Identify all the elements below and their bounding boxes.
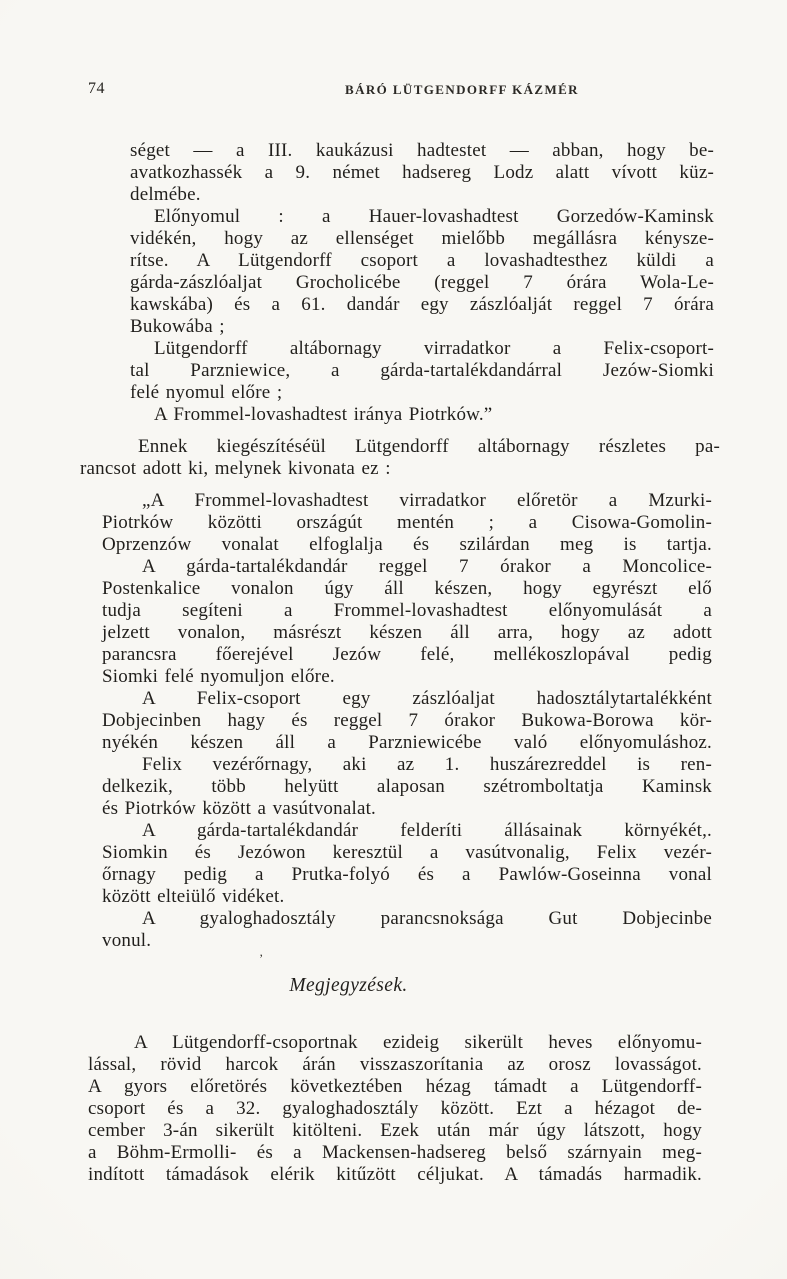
text-line: tal Parzniewice, a gárda-tartalékdandárral Jezów-Siomki	[130, 360, 714, 381]
quote-paragraph-frommel-direction	[130, 404, 714, 426]
text-line: Lütgendorff altábornagy virradatkor a Felix-csoport-	[154, 338, 714, 359]
text-line: A Lütgendorff-csoportnak ezideig sikerült heves előnyomu-	[134, 1032, 702, 1053]
order-quote-felix-group	[102, 688, 712, 754]
text-line: felé nyomul előre ;	[130, 382, 283, 403]
text-line: A gárda-tartalékdandár felderíti állásainak környékét,.	[142, 820, 712, 841]
quote-paragraph-lutgendorff	[130, 338, 714, 404]
running-header: BÁRÓ LÜTGENDORFF KÁZMÉR	[345, 82, 579, 97]
text-line: A gyaloghadosztály parancsnoksága Gut Dobjecinbe	[142, 908, 712, 929]
text-line: delkezik, több helyütt alaposan szétromboltatja Kaminsk	[102, 776, 712, 797]
quote-fragment-continuation	[130, 140, 714, 206]
text-line: Ennek kiegészítéséül Lütgendorff altábornagy részletes pa-	[138, 436, 720, 457]
text-line: vidékén, hogy az ellenséget mielőbb megállásra kénysze-	[130, 228, 714, 249]
text-line: avatkozhassék a 9. német hadsereg Lodz alatt vívott küz-	[130, 162, 714, 183]
text-line: cember 3-án sikerült kitölteni. Ezek után már úgy látszott, hogy	[88, 1120, 702, 1141]
text-line: őrnagy pedig a Prutka-folyó és a Pawlów-Goseinna vonal	[102, 864, 712, 885]
text-line: kawskába) és a 61. dandár egy zászlóalját reggel 7 órára	[130, 294, 714, 315]
text-line: Előnyomul : a Hauer-lovashadtest Gorzedów-Kaminsk	[154, 206, 714, 227]
text-line: a Böhm-Ermolli- és a Mackensen-hadsereg belső szárnyain meg-	[88, 1142, 702, 1163]
text-line: A gyors előretörés következtében hézag támadt a Lütgendorff-	[88, 1076, 702, 1097]
text-line: és Piotrków között a vasútvonalat.	[102, 798, 377, 819]
text-line: Postenkalice vonalon úgy áll készen, hogy egyrészt elő	[102, 578, 712, 599]
text-line: gárda-zászlóaljat Grocholicébe (reggel 7 órára Wola-Le-	[130, 272, 714, 293]
text-line: nyékén készen áll a Parzniewicébe való előnyomuláshoz.	[102, 732, 712, 753]
text-line: jelzett vonalon, másrészt készen áll arra, hogy az adott	[102, 622, 712, 643]
text-line: A Frommel-lovashadtest iránya Piotrków.”	[154, 404, 493, 425]
text-line: Siomki felé nyomuljon előre.	[102, 666, 335, 687]
text-line: séget — a III. kaukázusi hadtestet — abban, hogy be-	[130, 140, 714, 161]
order-quote-infantry-hq	[102, 908, 712, 959]
body-paragraph-ennek	[80, 436, 720, 480]
text-line: indított támadások elérik kitűzött céljukat. A támadás harmadik.	[88, 1164, 702, 1185]
notes-paragraph	[88, 1032, 702, 1186]
text-line: Felix vezérőrnagy, aki az 1. huszárezreddel is ren-	[142, 754, 712, 775]
text-line: A Felix-csoport egy zászlóaljat hadosztálytartalékként	[142, 688, 712, 709]
page-number: 74	[88, 80, 105, 97]
scan-speck-artifact: ‚	[259, 944, 264, 959]
text-line: tudja segíteni a Frommel-lovashadtest előnyomulását a	[102, 600, 712, 621]
text-line: A gárda-tartalékdandár reggel 7 órakor a Moncolice-	[142, 556, 712, 577]
text-line: vonul.	[102, 930, 152, 951]
text-line: „A Frommel-lovashadtest virradatkor előretör a Mzurki-	[142, 490, 712, 511]
text-line: csoport és a 32. gyaloghadosztály között. Ezt a hézagot de-	[88, 1098, 702, 1119]
text-line: Piotrków közötti országút mentén ; a Cisowa-Gomolin-	[102, 512, 712, 533]
text-line: parancsra főerejével Jezów felé, mellékoszlopával pedig	[102, 644, 712, 665]
order-quote-frommel	[102, 490, 712, 556]
quote-paragraph-elonyomul	[130, 206, 714, 338]
text-line: Dobjecinben hagy és reggel 7 órakor Bukowa-Borowa kör-	[102, 710, 712, 731]
text-line: lással, rövid harcok árán visszaszorítania az orosz lovasságot.	[88, 1054, 702, 1075]
text-line: Oprzenzów vonalat elfoglalja és szilárdan meg is tartja.	[102, 534, 712, 555]
order-quote-felix-general	[102, 754, 712, 820]
text-line: Siomkin és Jezówon keresztül a vasútvonalig, Felix vezér-	[102, 842, 712, 863]
text-line: rítse. A Lütgendorff csoport a lovashadtesthez küldi a	[130, 250, 714, 271]
text-line: delmébe.	[130, 184, 201, 205]
text-block	[0, 140, 787, 1186]
text-line: között elteiülő vidéket.	[102, 886, 285, 907]
text-line: Bukowába ;	[130, 316, 225, 337]
order-quote-garda-ready	[102, 556, 712, 688]
order-quote-garda-recon	[102, 820, 712, 908]
text-line: rancsot adott ki, melynek kivonata ez :	[80, 458, 391, 479]
notes-heading: Megjegyzések.	[289, 975, 408, 996]
